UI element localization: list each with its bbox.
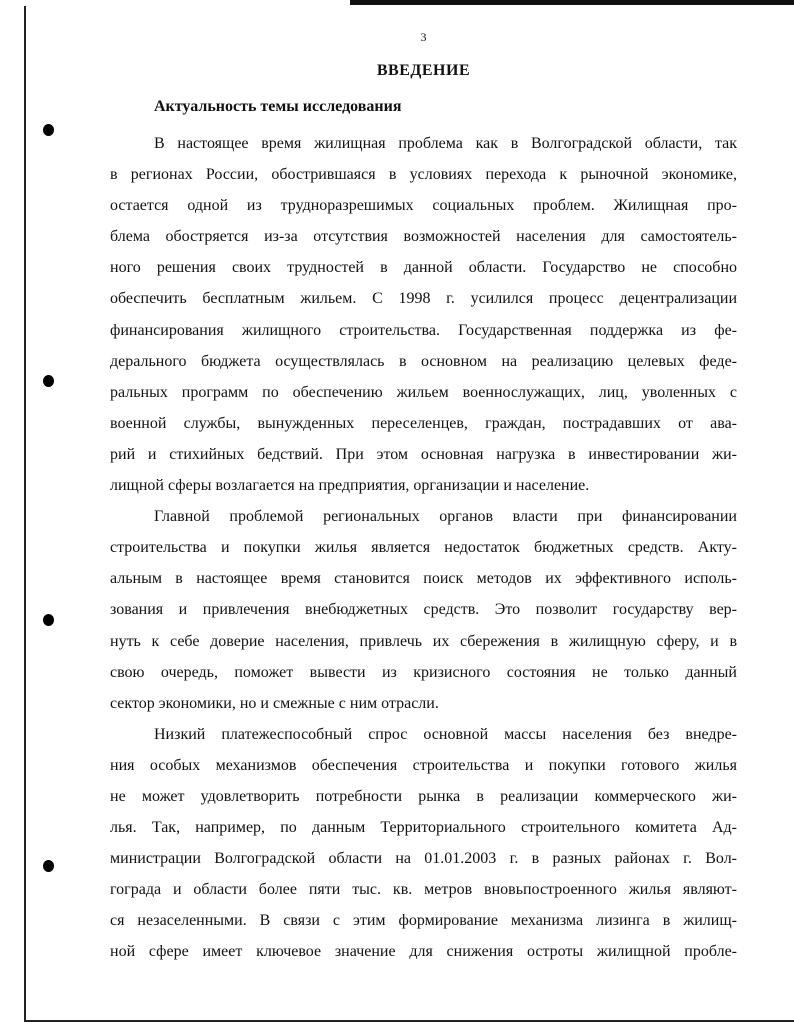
- text-line: ной сфере имеет ключевое значение для снижения остроты жилищной пробле-: [110, 943, 737, 961]
- text-line: лищной сферы возлагается на предприятия, организации и население.: [110, 477, 590, 495]
- text-line: строительства и покупки жилья является недостаток бюджетных средств. Акту-: [110, 539, 737, 557]
- text-line: ральных программ по обеспечению жильем военнослужащих, лиц, уволенных с: [110, 383, 737, 401]
- scan-bottom-edge: [24, 1020, 794, 1022]
- binding-hole-mark: [43, 375, 54, 387]
- section-title: Актуальность темы исследования: [154, 98, 402, 115]
- paragraph-3: [110, 719, 737, 968]
- text-line: рий и стихийных бедствий. При этом основная нагрузка в инвестировании жи-: [110, 445, 737, 463]
- text-line: дерального бюджета осуществлялась в основном на реализацию целевых феде-: [110, 352, 737, 370]
- page-number: 3: [420, 30, 427, 44]
- text-line: В настоящее время жилищная проблема как в Волгоградской области, так: [154, 135, 737, 152]
- text-line: финансирования жилищного строительства. Государственная поддержка из фе-: [110, 321, 737, 339]
- chapter-title: ВВЕДЕНИЕ: [376, 62, 471, 79]
- paragraph-2: [110, 501, 737, 719]
- text-line: в регионах России, обострившаяся в условиях перехода к рыночной экономике,: [110, 166, 737, 184]
- text-line: Низкий платежеспособный спрос основной массы населения без внедре-: [154, 725, 737, 743]
- text-line: сектор экономики, но и смежные с ним отрасли.: [110, 694, 439, 712]
- paragraph-1: [110, 128, 737, 501]
- text-line: ся незаселенными. В связи с этим формирование механизма лизинга в жилищ-: [110, 912, 737, 930]
- text-line: Главной проблемой региональных органов власти при финансировании: [154, 508, 737, 526]
- text-line: обеспечить бесплатным жильем. С 1998 г. усилился процесс децентрализации: [110, 290, 737, 308]
- body-text: [110, 128, 737, 968]
- text-line: гограда и области более пяти тыс. кв. метров вновьпостроенного жилья являют-: [110, 881, 737, 899]
- text-line: ного решения своих трудностей в данной области. Государство не способно: [110, 259, 737, 277]
- binding-hole-mark: [43, 124, 54, 136]
- binding-hole-mark: [43, 614, 54, 626]
- text-line: зования и привлечения внебюджетных средств. Это позволит государству вер-: [110, 601, 737, 619]
- text-line: министрации Волгоградской области на 01.01.2003 г. в разных районах г. Вол-: [110, 850, 737, 868]
- binding-hole-mark: [43, 860, 54, 872]
- scan-left-edge: [24, 6, 26, 1022]
- text-line: свою очередь, поможет вывести из кризисного состояния не только данный: [110, 663, 737, 681]
- text-line: блема обостряется из-за отсутствия возможностей населения для самостоятель-: [110, 228, 737, 246]
- scan-top-edge: [350, 0, 794, 5]
- text-line: нуть к себе доверие населения, привлечь их сбережения в жилищную сферу, и в: [110, 632, 737, 650]
- text-line: остается одной из трудноразрешимых социальных проблем. Жилищная про-: [110, 197, 737, 215]
- text-line: лья. Так, например, по данным Территориального строительного комитета Ад-: [110, 819, 737, 837]
- text-line: военной службы, вынужденных переселенцев, граждан, пострадавших от ава-: [110, 414, 737, 432]
- text-line: не может удовлетворить потребности рынка в реализации коммерческого жи-: [110, 787, 737, 805]
- text-line: альным в настоящее время становится поиск методов их эффективного исполь-: [110, 570, 737, 588]
- text-line: ния особых механизмов обеспечения строительства и покупки готового жилья: [110, 756, 737, 774]
